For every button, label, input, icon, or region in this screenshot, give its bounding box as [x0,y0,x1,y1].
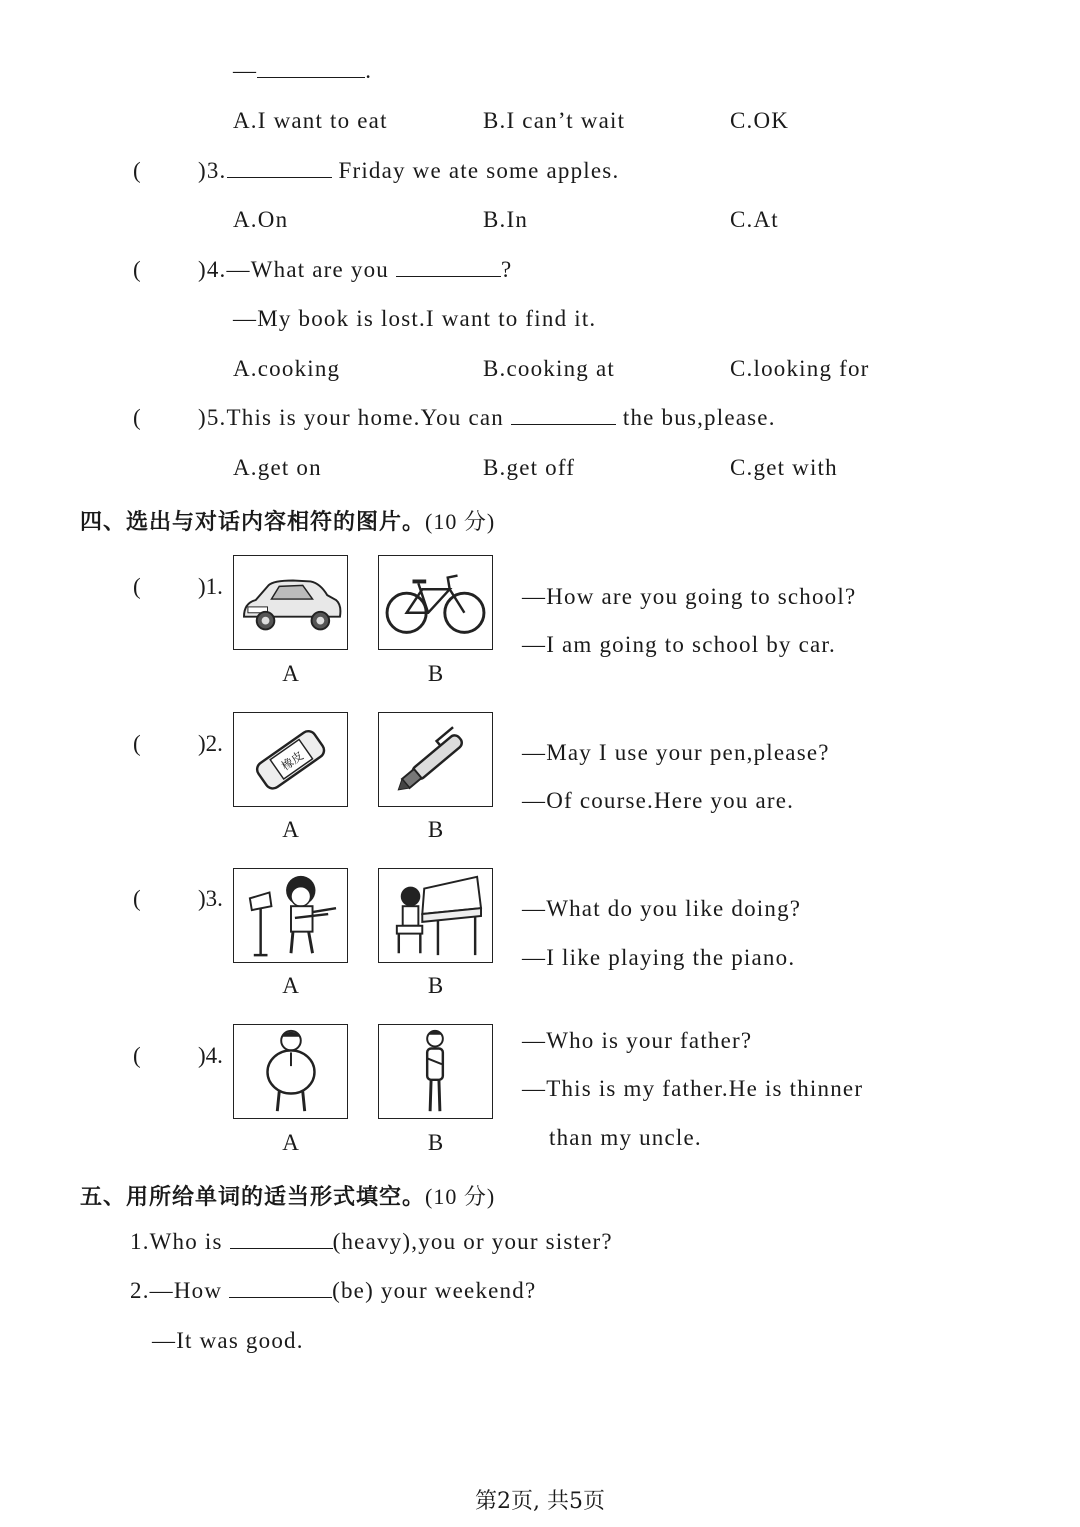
q4-option-c: C.looking for [730,356,870,381]
s4-item2-line1: —May I use your pen,please? [522,740,830,765]
heavy-man-icon[interactable] [233,1024,348,1119]
answer-blank[interactable] [396,275,501,277]
s4-item2-label-a: A [282,817,299,842]
eraser-icon[interactable] [233,712,348,807]
answer-blank[interactable] [257,76,365,78]
thin-man-icon[interactable] [378,1024,493,1119]
s4-item4-label-b: B [427,1130,444,1155]
q5-option-b: B.get off [483,455,576,480]
violin-boy-icon[interactable] [233,868,348,963]
q5-option-a: A.get on [233,455,322,480]
q3-option-a: A.On [233,207,289,232]
pen-icon[interactable] [378,712,493,807]
q4-option-a: A.cooking [233,356,341,381]
s4-item1-line2: —I am going to school by car. [522,632,836,657]
q4-option-b: B.cooking at [483,356,615,381]
s4-item3-line2: —I like playing the piano. [522,945,796,970]
s4-item1-paren[interactable]: ( [133,574,141,599]
eraser-text: 橡皮 [278,748,307,774]
s4-item2-paren[interactable]: ( [133,731,141,756]
answer-blank[interactable] [511,423,616,425]
q2-option-a: A.I want to eat [233,108,388,133]
s4-item3-paren[interactable]: ( [133,886,141,911]
answer-blank[interactable] [227,176,332,178]
q5-question: )5.This is your home.You can the bus,please. [198,405,776,430]
bicycle-icon[interactable] [378,555,493,650]
section5-title: 五、用所给单词的适当形式填空。(10 分) [80,1184,496,1210]
answer-blank[interactable] [229,1296,332,1298]
s5-q1: 1.Who is (heavy),you or your sister? [130,1229,613,1254]
s4-item2-label-b: B [427,817,444,842]
s5-q2: 2.—How (be) your weekend? [130,1278,537,1303]
q3-question: )3. Friday we ate some apples. [198,158,620,183]
s4-item4-line3: than my uncle. [549,1125,702,1150]
s4-item4-label-a: A [282,1130,299,1155]
s4-item1-line1: —How are you going to school? [522,584,857,609]
s4-item1-label-b: B [427,661,444,686]
s4-item4-line1: —Who is your father? [522,1028,753,1053]
s4-item1-num: )1. [198,574,223,599]
q2-option-c: C.OK [730,108,790,133]
piano-girl-icon[interactable] [378,868,493,963]
q2-option-b: B.I can’t wait [483,108,626,133]
q4-paren-open[interactable]: ( [133,257,141,282]
s4-item3-line1: —What do you like doing? [522,896,802,921]
s4-item3-label-b: B [427,973,444,998]
s4-item2-line2: —Of course.Here you are. [522,788,795,813]
s4-item4-line2: —This is my father.He is thinner [522,1076,864,1101]
s4-item4-paren[interactable]: ( [133,1043,141,1068]
section4-title: 四、选出与对话内容相符的图片。(10 分) [80,509,496,535]
car-icon[interactable] [233,555,348,650]
q5-paren-open[interactable]: ( [133,405,141,430]
q3-option-c: C.At [730,207,779,232]
s4-item4-num: )4. [198,1043,223,1068]
q3-option-b: B.In [483,207,529,232]
s5-q2-reply: —It was good. [152,1328,304,1353]
s4-item3-num: )3. [198,886,223,911]
s4-item3-label-a: A [282,973,299,998]
s4-item1-label-a: A [282,661,299,686]
q4-reply: —My book is lost.I want to find it. [233,306,597,331]
q5-option-c: C.get with [730,455,838,480]
answer-blank[interactable] [230,1247,333,1249]
q3-paren-open[interactable]: ( [133,158,141,183]
q2-answer-line: — . [233,58,373,83]
q4-question: )4.—What are you ? [198,257,513,282]
page-footer: 第2页, 共5页 [475,1489,605,1514]
s4-item2-num: )2. [198,731,223,756]
